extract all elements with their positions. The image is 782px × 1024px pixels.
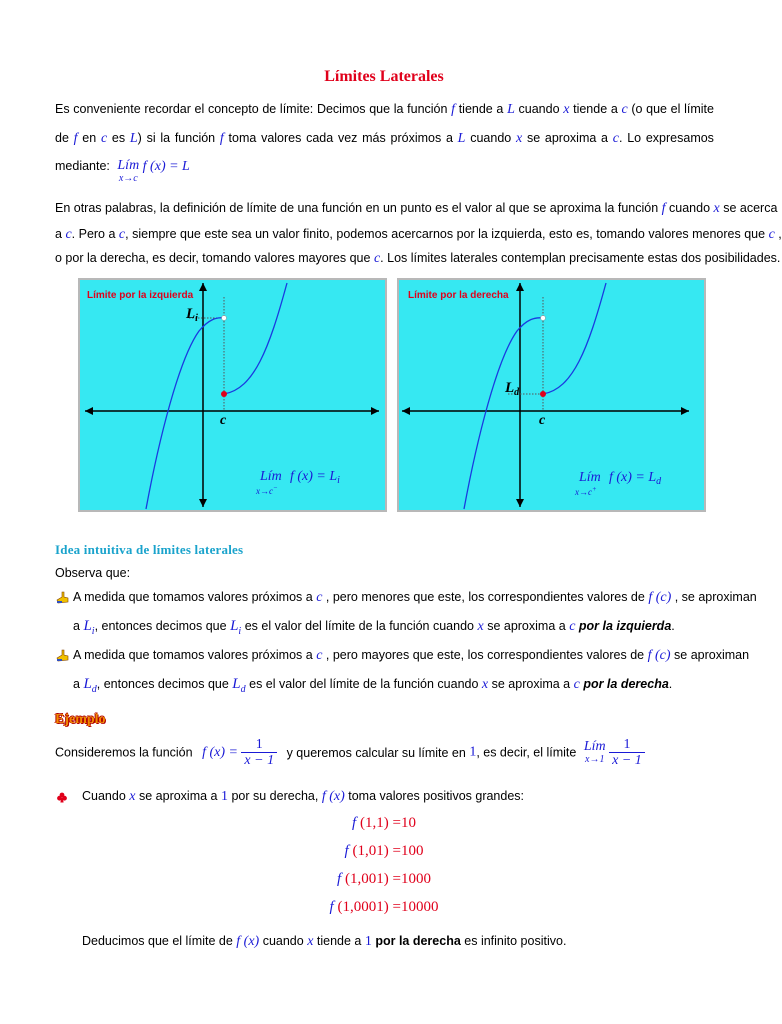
hand-bullet-icon — [56, 648, 70, 662]
graph-left-limit — [79, 279, 386, 511]
club-bullet-icon — [57, 792, 67, 803]
item1-line-2: a $L_i$, entonces decimos que $L_i$ es el valor del límite de la función cuando x se aproxima a c por la izquierda. — [73, 618, 675, 637]
para2-line-1: En otras palabras, la definición de límite de una función en un punto es el valor al que se aproxima la función f cuando x se acerca — [55, 201, 778, 216]
item2-line-2: a $L_d$, entonces decimos que $L_d$ es el valor del límite de la función cuando x se aproxima a c por la derecha. — [73, 676, 673, 695]
limit-word: Lím — [260, 469, 282, 484]
observa-text: Observa que: — [55, 566, 131, 580]
cuando-line: Cuando x se aproxima a 1 por su derecha, f (x) toma valores positivos grandes: — [82, 789, 525, 804]
page-title: Límites Laterales — [324, 68, 444, 85]
limit-sub: x→c+ — [575, 485, 597, 497]
limit-expression: Lím x→c — [117, 158, 140, 184]
value-row-3: f (1,001) =1000 — [337, 871, 431, 887]
c-label: c — [539, 413, 546, 428]
open-point — [541, 316, 546, 321]
hand-bullet-icon — [56, 590, 70, 604]
para2-line-3: o por la derecha, es decir, tomando valores mayores que c. Los límites laterales contemplan precisamente estas dos posibilidades. — [55, 251, 781, 266]
c-label: c — [220, 413, 227, 428]
limit-word: Lím — [579, 470, 601, 485]
para2-line-2: a c. Pero a c, siempre que este sea un valor finito, podemos acercarnos por la izquierda, esto es, tomando valores menores que c , — [55, 227, 782, 242]
limit-expression: Lím x→1 — [583, 738, 606, 765]
limit-sub: x→c− — [256, 484, 278, 496]
limit-expr: f $(x) = L_i$ — [290, 469, 340, 486]
fraction: $\frac{1}{x - 1}$ — [609, 737, 645, 768]
item2-line-1: A medida que tomamos valores próximos a c , pero mayores que este, los correspondientes valores de f (c) se aproximan — [73, 648, 750, 663]
ejemplo-heading: Ejemplo — [55, 712, 106, 727]
limit-expr: f $(x) = L_d$ — [609, 470, 662, 487]
intro-line-1: Es conveniente recordar el concepto de límite: Decimos que la función f tiende a L cuando x tiende a c (o que el límite — [55, 102, 714, 117]
closed-point — [221, 391, 227, 397]
graph-label: Límite por la izquierda — [87, 290, 194, 301]
item1-line-1: A medida que tomamos valores próximos a c , pero menores que este, los correspondientes valores de f (c) , se aproximan — [73, 590, 757, 605]
L-label: $L_d$ — [505, 380, 520, 398]
open-point — [222, 316, 227, 321]
value-row-1: f (1,1) =10 — [352, 815, 416, 831]
deducimos-line: Deducimos que el límite de f (x) cuando x tiende a 1 por la derecha es infinito positivo. — [82, 934, 567, 949]
fraction: $\frac{1}{x - 1}$ — [241, 737, 277, 768]
value-row-2: f (1,01) =100 — [344, 843, 424, 859]
graph-right-limit — [398, 279, 705, 511]
L-label: $L_i$ — [186, 306, 198, 324]
idea-heading: Idea intuitiva de límites laterales — [55, 542, 244, 557]
example-line: Consideremos la función f (x) = $\frac{1}{x - 1}$ y queremos calcular su límite en 1, es decir, el límite Lím x→1 $\frac{1}{x - 1}$ — [55, 737, 645, 768]
closed-point — [540, 391, 546, 397]
graph-label: Límite por la derecha — [408, 290, 509, 301]
intro-line-3: mediante: Lím x→c f (x) = L — [55, 158, 190, 184]
intro-line-2: de f en c es L) si la función f toma valores cada vez más próximos a L cuando x se aproxima a c. Lo expresamos — [55, 131, 714, 146]
value-row-4: f (1,0001) =10000 — [329, 899, 439, 915]
